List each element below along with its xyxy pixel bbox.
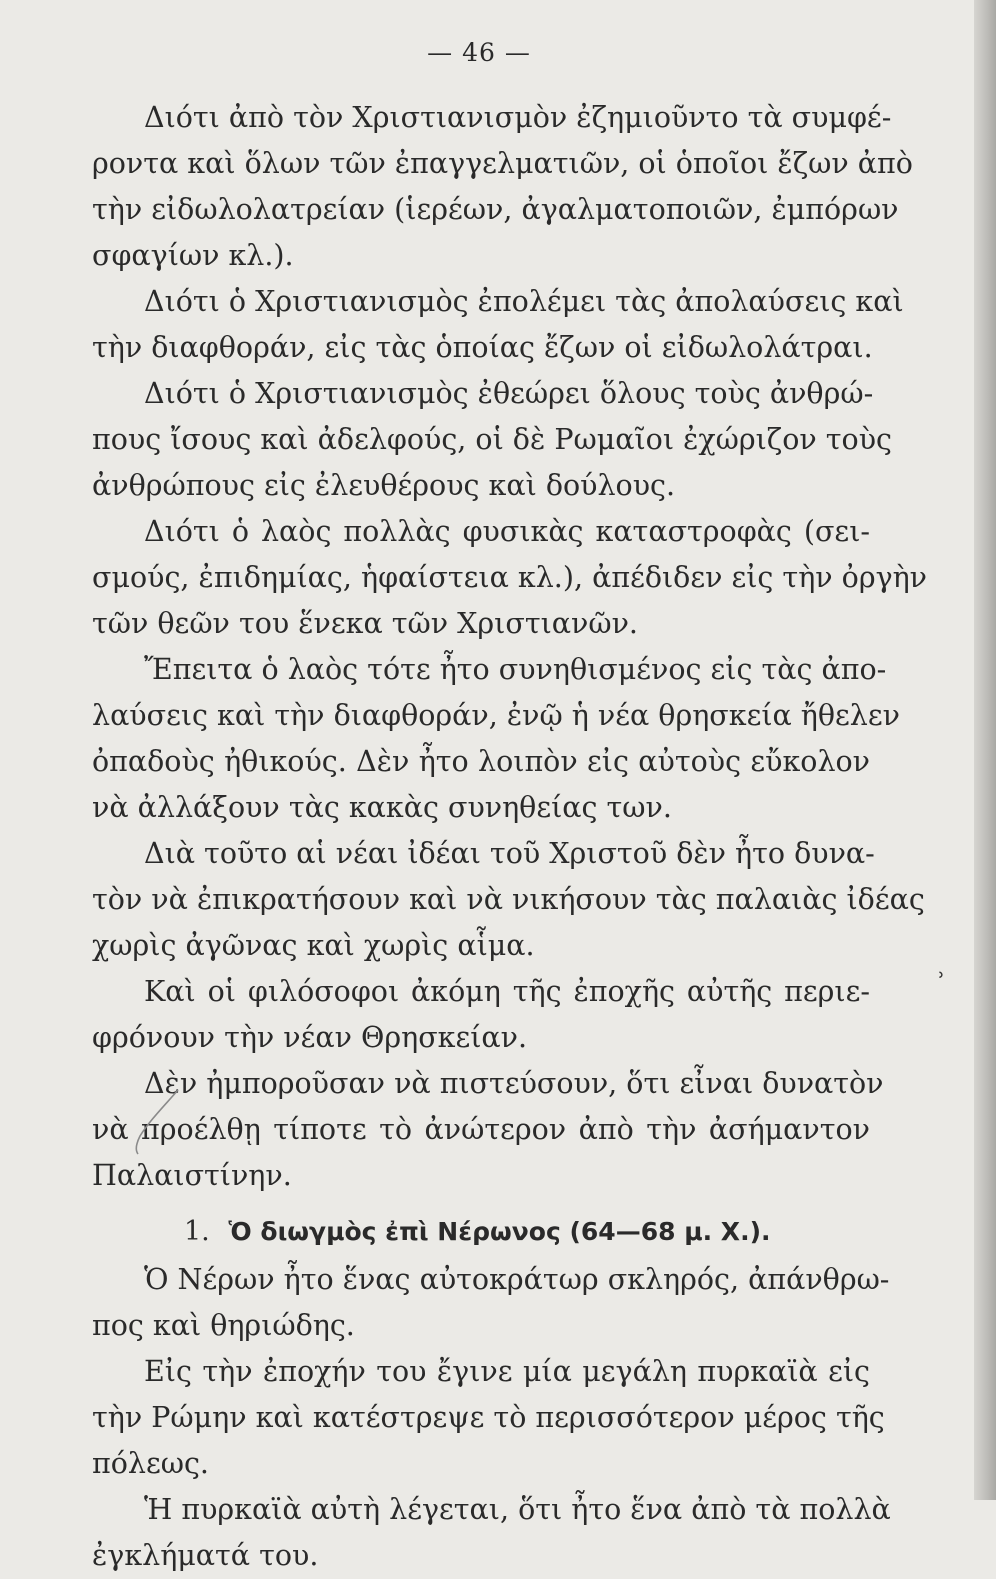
text-line: ὀπαδοὺς ἠθικούς. Δὲν ἦτο λοιπὸν εἰς αὐτοὺς εὔκολον [92, 745, 870, 778]
text-line: πους ἴσους καὶ ἀδελφούς, οἱ δὲ Ρωμαῖοι ἐχώριζον τοὺς [92, 423, 893, 456]
text-line: νὰ προέλθῃ τίποτε τὸ ἀνώτερον ἀπὸ τὴν ἀσήμαντον [92, 1113, 870, 1146]
text-line: Δὲν ἠμποροῦσαν νὰ πιστεύσουν, ὅτι εἶναι δυνατὸν [144, 1067, 884, 1100]
body-text [92, 95, 928, 1579]
text-line: ἀνθρώπους εἰς ἐλευθέρους καὶ δούλους. [92, 469, 676, 502]
text-line: Ὁ Νέρων ἦτο ἕνας αὐτοκράτωρ σκληρός, ἀπάνθρω- [144, 1263, 890, 1296]
section-title: Ὁ διωγμὸς ἐπὶ Νέρωνος (64—68 μ. Χ.). [228, 1217, 771, 1246]
text-line: πος καὶ θηριώδης. [92, 1309, 355, 1342]
text-line: πόλεως. [92, 1447, 209, 1480]
pencil-mark-icon [126, 1086, 186, 1156]
text-line: Διότι ὁ λαὸς πολλὰς φυσικὰς καταστροφὰς (σει- [144, 515, 870, 548]
text-line: σμούς, ἐπιδημίας, ἡφαίστεια κλ.), ἀπέδιδεν εἰς τὴν ὀργὴν [92, 561, 928, 594]
text-line: ροντα καὶ ὅλων τῶν ἐπαγγελματιῶν, οἱ ὁποῖοι ἔζων ἀπὸ [92, 147, 913, 180]
text-line: Παλαιστίνην. [92, 1159, 292, 1192]
page-edge [974, 0, 996, 1500]
section-heading [92, 1207, 870, 1257]
text-line: λαύσεις καὶ τὴν διαφθοράν, ἐνῷ ἡ νέα θρησκεία ἤθελεν [92, 699, 900, 732]
text-line: Διότι ὁ Χριστιανισμὸς ἐπολέμει τὰς ἀπολαύσεις καὶ [144, 285, 904, 318]
text-line: τὴν Ρώμην καὶ κατέστρεψε τὸ περισσότερον μέρος τῆς [92, 1401, 885, 1434]
text-line: τὴν διαφθοράν, εἰς τὰς ὁποίας ἔζων οἱ εἰδωλολάτραι. [92, 331, 873, 364]
text-line: Ἡ πυρκαϊὰ αὐτὴ λέγεται, ὅτι ἦτο ἕνα ἀπὸ τὰ πολλὰ [144, 1493, 891, 1526]
text-line: Διὰ τοῦτο αἱ νέαι ἰδέαι τοῦ Χριστοῦ δὲν ἦτο δυνα- [144, 837, 875, 870]
section-number: 1. [184, 1216, 210, 1247]
text-line: Καὶ οἱ φιλόσοφοι ἀκόμη τῆς ἐποχῆς αὐτῆς περιε- [144, 975, 870, 1008]
text-line: τῶν θεῶν του ἕνεκα τῶν Χριστιανῶν. [92, 607, 638, 640]
text-line: σφαγίων κλ.). [92, 239, 294, 272]
text-line: νὰ ἀλλάξουν τὰς κακὰς συνηθείας των. [92, 791, 672, 824]
text-line: ἐγκλήματά του. [92, 1539, 319, 1572]
margin-mark-icon: ʾ [938, 968, 946, 996]
text-line: τὴν εἰδωλολατρείαν (ἱερέων, ἀγαλματοποιῶν, ἐμπόρων [92, 193, 899, 226]
text-line: φρόνουν τὴν νέαν Θρησκείαν. [92, 1021, 528, 1054]
text-line: Ἔπειτα ὁ λαὸς τότε ἦτο συνηθισμένος εἰς τὰς ἀπο- [144, 653, 887, 686]
text-line: Διότι ὁ Χριστιανισμὸς ἐθεώρει ὅλους τοὺς ἀνθρώ- [144, 377, 874, 410]
text-line: Εἰς τὴν ἐποχήν του ἔγινε μία μεγάλη πυρκαϊὰ εἰς [144, 1355, 870, 1388]
text-line: τὸν νὰ ἐπικρατήσουν καὶ νὰ νικήσουν τὰς παλαιὰς ἰδέας [92, 883, 925, 916]
page-number: — 46 — [427, 38, 531, 67]
text-line: χωρὶς ἀγῶνας καὶ χωρὶς αἷμα. [92, 929, 535, 962]
text-line: Διότι ἀπὸ τὸν Χριστιανισμὸν ἐζημιοῦντο τὰ συμφέ- [144, 101, 892, 134]
